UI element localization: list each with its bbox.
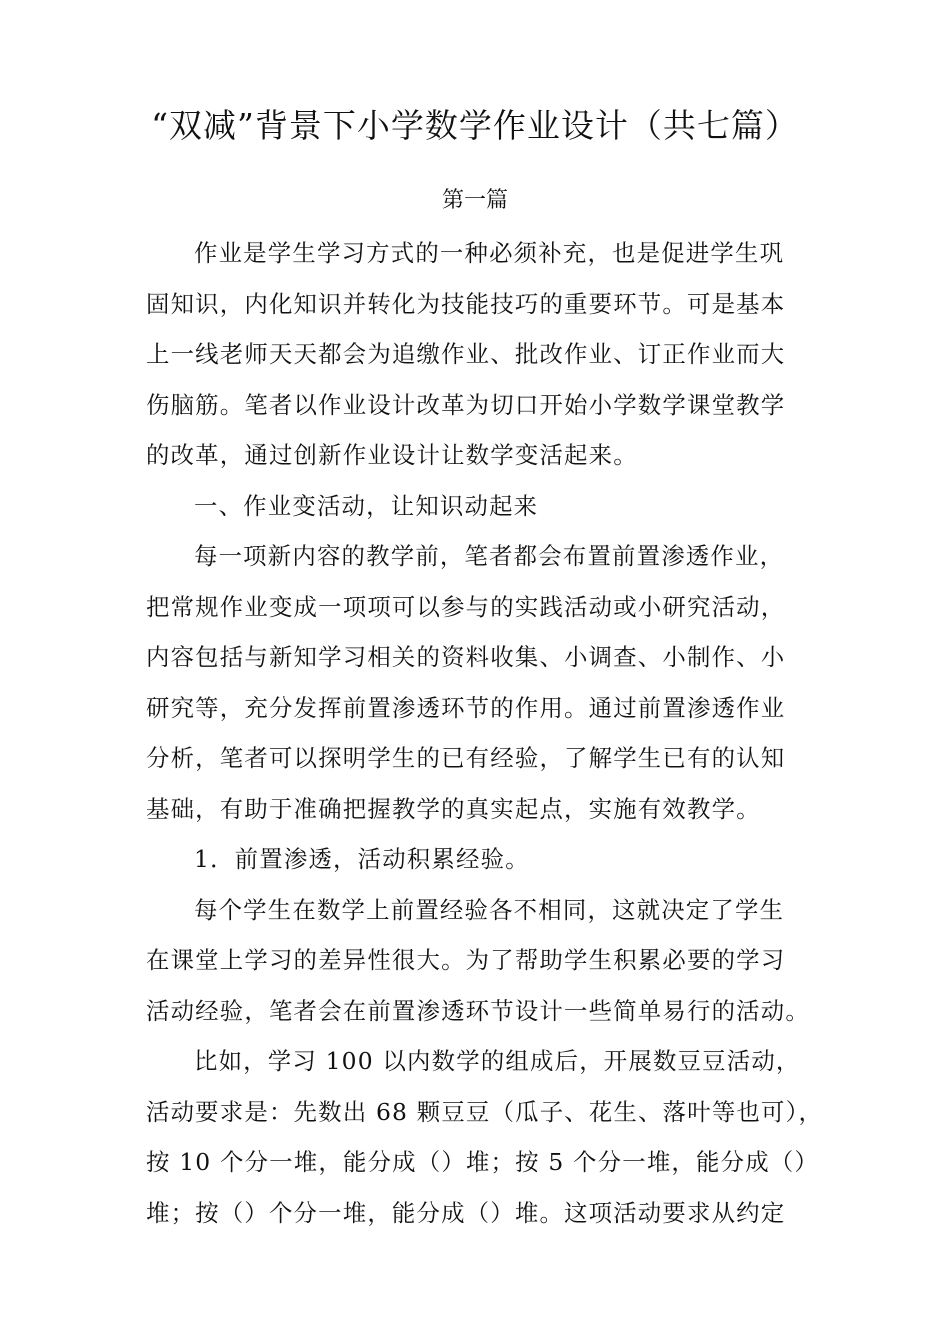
body-line: 1．前置渗透，活动积累经验。 xyxy=(194,845,530,873)
body-line: 一、作业变活动，让知识动起来 xyxy=(194,491,539,520)
body-line: 基础，有助于准确把握教学的真实起点，实施有效教学。 xyxy=(146,794,761,823)
body-line: 活动经验，笔者会在前置渗透环节设计一些简单易行的活动。 xyxy=(146,996,810,1025)
body-line: 把常规作业变成一项项可以参与的实践活动或小研究活动， xyxy=(146,592,786,621)
body-line: 上一线老师天天都会为追缴作业、批改作业、订正作业而大 xyxy=(146,340,786,368)
body-line: 伤脑筋。笔者以作业设计改革为切口开始小学数学课堂教学 xyxy=(146,390,786,419)
body-line: 每一项新内容的教学前，笔者都会布置前置渗透作业， xyxy=(194,542,785,570)
body-line: 堆；按（）个分一堆，能分成（）堆。这项活动要求从约定 xyxy=(146,1198,786,1227)
body-line: 活动要求是：先数出 68 颗豆豆（瓜子、花生、落叶等也可）， xyxy=(146,1097,824,1126)
body-line: 研究等，充分发挥前置渗透环节的作用。通过前置渗透作业 xyxy=(146,693,786,722)
body-line: 的改革，通过创新作业设计让数学变活起来。 xyxy=(146,441,638,469)
document-body xyxy=(146,228,824,1238)
body-line: 比如，学习 100 以内数学的组成后，开展数豆豆活动， xyxy=(194,1047,801,1075)
section-heading: 第一篇 xyxy=(441,188,508,213)
body-line: 按 10 个分一堆，能分成（）堆；按 5 个分一堆，能分成（） xyxy=(146,1148,819,1176)
body-line: 在课堂上学习的差异性很大。为了帮助学生积累必要的学习 xyxy=(146,946,786,974)
body-line: 内容包括与新知学习相关的资料收集、小调查、小制作、小 xyxy=(146,643,786,671)
body-line: 固知识，内化知识并转化为技能技巧的重要环节。可是基本 xyxy=(146,289,786,318)
body-line: 分析，笔者可以探明学生的已有经验，了解学生已有的认知 xyxy=(146,744,786,772)
document-title: “双减”背景下小学数学作业设计（共七篇） xyxy=(151,106,799,145)
body-line: 作业是学生学习方式的一种必须补充，也是促进学生巩 xyxy=(194,239,785,267)
body-line: 每个学生在数学上前置经验各不相同，这就决定了学生 xyxy=(194,895,785,924)
